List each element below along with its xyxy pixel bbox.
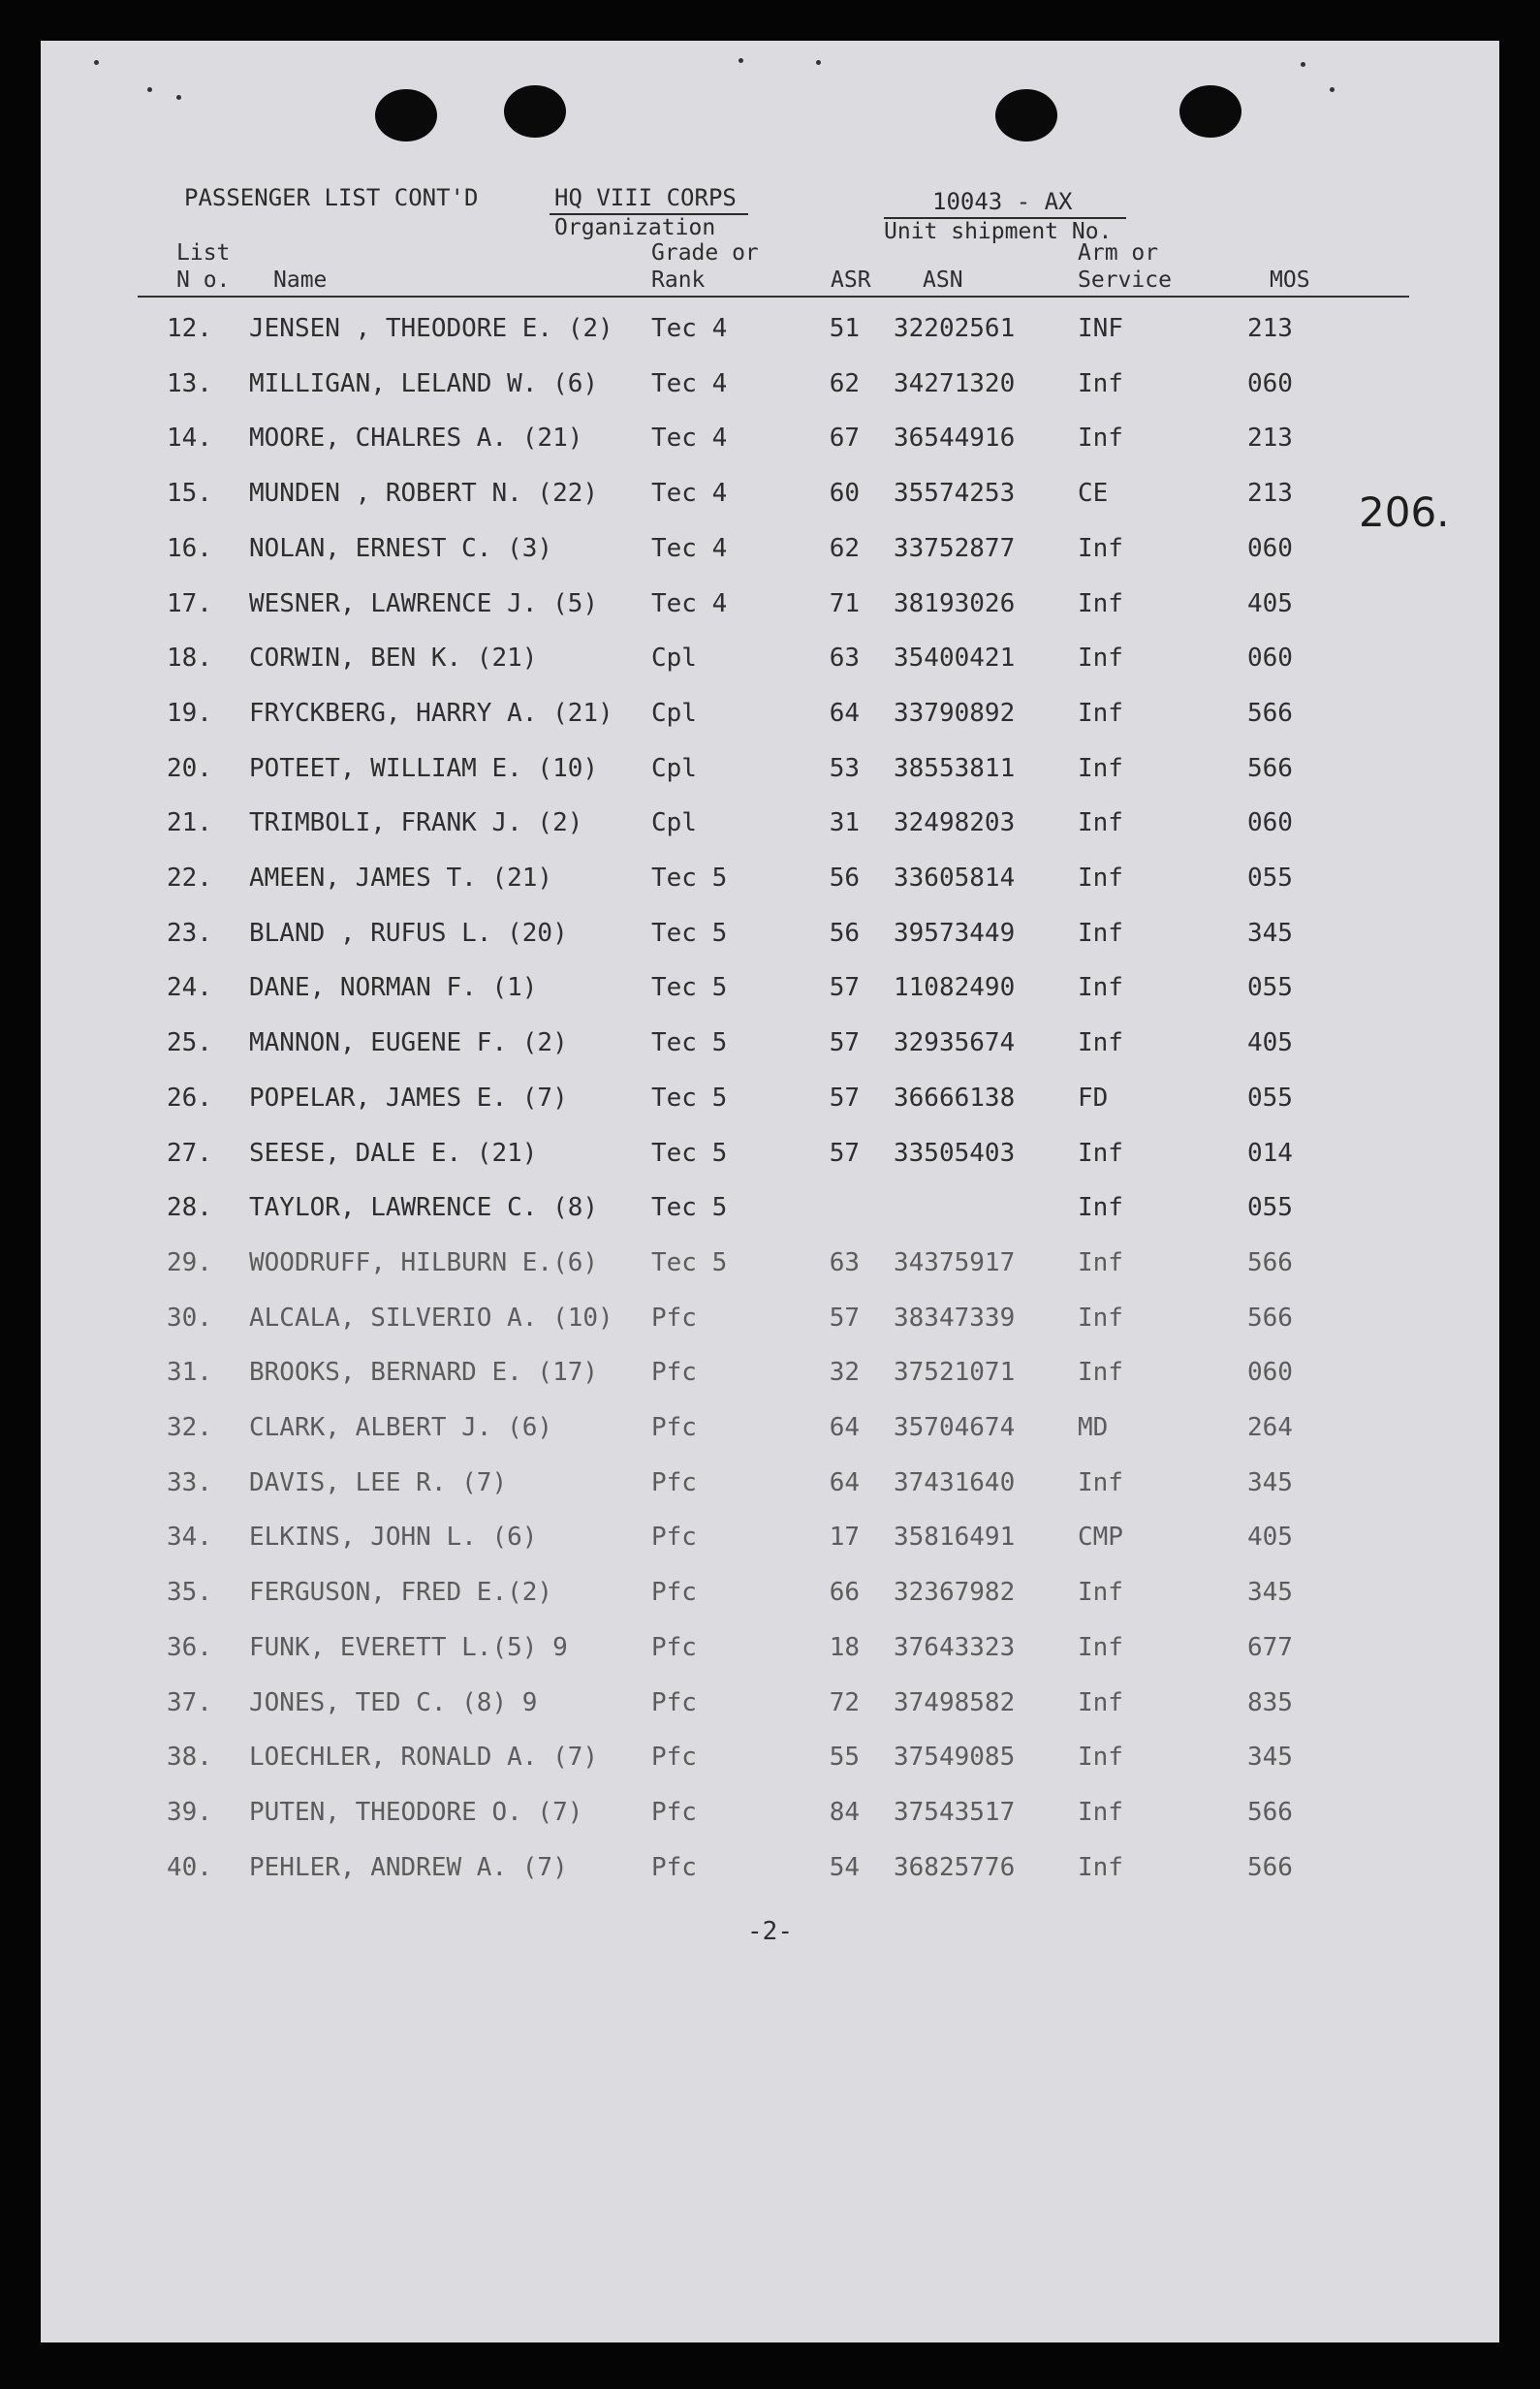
arm-service: Inf	[1078, 1853, 1123, 1882]
list-number: 28.	[167, 1193, 212, 1222]
asr-value: 60	[829, 479, 860, 508]
asn-value: 35574253	[894, 479, 1016, 508]
col-asn: ASN	[923, 267, 963, 293]
passenger-name: BROOKS, BERNARD E. (17)	[249, 1358, 599, 1387]
passenger-name: MANNON, EUGENE F. (2)	[249, 1028, 568, 1057]
mos-code: 835	[1247, 1688, 1293, 1717]
grade-rank: Cpl	[651, 808, 697, 837]
arm-service: Inf	[1078, 864, 1123, 893]
asr-value: 18	[829, 1633, 860, 1662]
list-number: 21.	[167, 808, 212, 837]
mos-code: 566	[1247, 1304, 1293, 1333]
list-number: 12.	[167, 314, 212, 343]
col-name: Name	[273, 267, 328, 293]
asn-value: 36544916	[894, 424, 1016, 453]
table-row	[41, 1193, 1499, 1228]
list-number: 30.	[167, 1304, 212, 1333]
passenger-name: FERGUSON, FRED E.(2)	[249, 1578, 553, 1607]
list-number: 32.	[167, 1413, 212, 1442]
passenger-name: JONES, TED C. (8) 9	[249, 1688, 538, 1717]
table-row	[41, 1633, 1499, 1668]
table-row	[41, 1139, 1499, 1174]
list-number: 20.	[167, 754, 212, 783]
grade-rank: Cpl	[651, 754, 697, 783]
passenger-name: ELKINS, JOHN L. (6)	[249, 1523, 538, 1552]
list-number: 24.	[167, 973, 212, 1002]
mos-code: 566	[1247, 699, 1293, 728]
grade-rank: Cpl	[651, 644, 697, 673]
grade-rank: Tec 5	[651, 1084, 728, 1113]
table-row	[41, 1688, 1499, 1723]
list-number: 16.	[167, 534, 212, 563]
mos-code: 345	[1247, 919, 1293, 948]
table-row	[41, 479, 1499, 514]
grade-rank: Pfc	[651, 1413, 697, 1442]
arm-service: Inf	[1078, 973, 1123, 1002]
speck	[1301, 62, 1305, 67]
mos-code: 345	[1247, 1468, 1293, 1497]
grade-rank: Pfc	[651, 1358, 697, 1387]
list-number: 40.	[167, 1853, 212, 1882]
mos-code: 213	[1247, 424, 1293, 453]
document-title: PASSENGER LIST CONT'D	[184, 184, 479, 211]
asr-value: 62	[829, 534, 860, 563]
passenger-name: PEHLER, ANDREW A. (7)	[249, 1853, 568, 1882]
arm-service: Inf	[1078, 919, 1123, 948]
grade-rank: Tec 5	[651, 1248, 728, 1277]
mos-code: 055	[1247, 1193, 1293, 1222]
arm-service: Inf	[1078, 1798, 1123, 1827]
asr-value: 64	[829, 1413, 860, 1442]
speck	[739, 58, 743, 63]
passenger-name: POTEET, WILLIAM E. (10)	[249, 754, 599, 783]
arm-service: Inf	[1078, 1468, 1123, 1497]
col-arm-line2: Service	[1078, 267, 1172, 293]
asn-value: 36825776	[894, 1853, 1016, 1882]
asr-value: 56	[829, 864, 860, 893]
mos-code: 566	[1247, 1798, 1293, 1827]
table-row	[41, 754, 1499, 789]
list-number: 17.	[167, 589, 212, 618]
grade-rank: Tec 4	[651, 314, 728, 343]
passenger-name: BLAND , RUFUS L. (20)	[249, 919, 568, 948]
asr-value: 66	[829, 1578, 860, 1607]
list-number: 38.	[167, 1743, 212, 1772]
grade-rank: Tec 4	[651, 424, 728, 453]
asr-value: 57	[829, 1028, 860, 1057]
asn-value: 37543517	[894, 1798, 1016, 1827]
table-row	[41, 919, 1499, 954]
list-number: 35.	[167, 1578, 212, 1607]
passenger-name: POPELAR, JAMES E. (7)	[249, 1084, 568, 1113]
asr-value: 56	[829, 919, 860, 948]
asr-value: 57	[829, 973, 860, 1002]
shipment-number: 10043 - AX	[932, 188, 1073, 215]
grade-rank: Pfc	[651, 1743, 697, 1772]
table-row	[41, 424, 1499, 458]
asn-value: 37643323	[894, 1633, 1016, 1662]
table-row	[41, 1853, 1499, 1888]
grade-rank: Tec 5	[651, 919, 728, 948]
passenger-name: FUNK, EVERETT L.(5) 9	[249, 1633, 568, 1662]
asn-value: 34271320	[894, 369, 1016, 398]
asn-value: 33790892	[894, 699, 1016, 728]
asn-value: 38347339	[894, 1304, 1016, 1333]
passenger-name: AMEEN, JAMES T. (21)	[249, 864, 553, 893]
shipment-label: Unit shipment No.	[884, 219, 1113, 244]
arm-service: CMP	[1078, 1523, 1123, 1552]
asn-value: 35704674	[894, 1413, 1016, 1442]
asn-value: 39573449	[894, 919, 1016, 948]
grade-rank: Tec 4	[651, 369, 728, 398]
arm-service: Inf	[1078, 1139, 1123, 1168]
asn-value: 37549085	[894, 1743, 1016, 1772]
arm-service: Inf	[1078, 1028, 1123, 1057]
asr-value: 64	[829, 699, 860, 728]
list-number: 13.	[167, 369, 212, 398]
passenger-name: CORWIN, BEN K. (21)	[249, 644, 538, 673]
table-row	[41, 534, 1499, 569]
table-row	[41, 1743, 1499, 1777]
speck	[94, 60, 99, 65]
arm-service: Inf	[1078, 699, 1123, 728]
col-list-no-line1: List	[176, 240, 231, 266]
asn-value: 35816491	[894, 1523, 1016, 1552]
list-number: 34.	[167, 1523, 212, 1552]
table-row	[41, 1468, 1499, 1503]
passenger-name: DANE, NORMAN F. (1)	[249, 973, 538, 1002]
list-number: 37.	[167, 1688, 212, 1717]
asn-value: 33752877	[894, 534, 1016, 563]
mos-code: 014	[1247, 1139, 1293, 1168]
passenger-name: JENSEN , THEODORE E. (2)	[249, 314, 613, 343]
mos-code: 405	[1247, 1523, 1293, 1552]
arm-service: CE	[1078, 479, 1109, 508]
passenger-name: LOECHLER, RONALD A. (7)	[249, 1743, 599, 1772]
speck	[816, 60, 821, 65]
arm-service: Inf	[1078, 424, 1123, 453]
table-row	[41, 808, 1499, 843]
asn-value: 32935674	[894, 1028, 1016, 1057]
asr-value: 72	[829, 1688, 860, 1717]
passenger-name: MOORE, CHALRES A. (21)	[249, 424, 583, 453]
arm-service: Inf	[1078, 644, 1123, 673]
arm-service: Inf	[1078, 1688, 1123, 1717]
table-row	[41, 1358, 1499, 1393]
asn-value: 34375917	[894, 1248, 1016, 1277]
list-number: 22.	[167, 864, 212, 893]
table-row	[41, 369, 1499, 404]
arm-service: Inf	[1078, 369, 1123, 398]
mos-code: 345	[1247, 1578, 1293, 1607]
passenger-name: MUNDEN , ROBERT N. (22)	[249, 479, 599, 508]
table-row	[41, 1523, 1499, 1557]
grade-rank: Pfc	[651, 1523, 697, 1552]
asr-value: 67	[829, 424, 860, 453]
list-number: 15.	[167, 479, 212, 508]
passenger-name: MILLIGAN, LELAND W. (6)	[249, 369, 599, 398]
list-number: 33.	[167, 1468, 212, 1497]
passenger-name: ALCALA, SILVERIO A. (10)	[249, 1304, 613, 1333]
list-number: 14.	[167, 424, 212, 453]
asr-value: 54	[829, 1853, 860, 1882]
arm-service: Inf	[1078, 1248, 1123, 1277]
passenger-name: TAYLOR, LAWRENCE C. (8)	[249, 1193, 599, 1222]
arm-service: INF	[1078, 314, 1123, 343]
punch-hole-2	[504, 85, 566, 138]
mos-code: 213	[1247, 314, 1293, 343]
table-row	[41, 1028, 1499, 1063]
table-row	[41, 1578, 1499, 1613]
grade-rank: Tec 5	[651, 973, 728, 1002]
list-number: 26.	[167, 1084, 212, 1113]
asn-value: 32498203	[894, 808, 1016, 837]
asr-value: 63	[829, 1248, 860, 1277]
mos-code: 060	[1247, 369, 1293, 398]
margin-note: 206.	[1359, 488, 1450, 536]
page-number: -2-	[747, 1917, 793, 1946]
asn-value: 33505403	[894, 1139, 1016, 1168]
passenger-name: WESNER, LAWRENCE J. (5)	[249, 589, 599, 618]
grade-rank: Tec 4	[651, 479, 728, 508]
mos-code: 405	[1247, 1028, 1293, 1057]
asr-value: 57	[829, 1139, 860, 1168]
arm-service: Inf	[1078, 534, 1123, 563]
asr-value: 55	[829, 1743, 860, 1772]
arm-service: Inf	[1078, 1358, 1123, 1387]
mos-code: 060	[1247, 808, 1293, 837]
asn-value: 32367982	[894, 1578, 1016, 1607]
mos-code: 405	[1247, 589, 1293, 618]
list-number: 31.	[167, 1358, 212, 1387]
asr-value: 17	[829, 1523, 860, 1552]
passenger-name: SEESE, DALE E. (21)	[249, 1139, 538, 1168]
asn-value: 36666138	[894, 1084, 1016, 1113]
speck	[147, 87, 152, 92]
speck	[1330, 87, 1335, 92]
mos-code: 566	[1247, 1853, 1293, 1882]
mos-code: 055	[1247, 1084, 1293, 1113]
passenger-name: NOLAN, ERNEST C. (3)	[249, 534, 553, 563]
table-row	[41, 1304, 1499, 1338]
organization-name: HQ VIII CORPS	[554, 184, 737, 211]
table-row	[41, 973, 1499, 1008]
arm-service: MD	[1078, 1413, 1109, 1442]
mos-code: 055	[1247, 973, 1293, 1002]
asr-value: 51	[829, 314, 860, 343]
grade-rank: Pfc	[651, 1304, 697, 1333]
grade-rank: Tec 5	[651, 1028, 728, 1057]
col-list-no-line2: N o.	[176, 267, 231, 293]
list-number: 39.	[167, 1798, 212, 1827]
grade-rank: Tec 4	[651, 589, 728, 618]
asr-value: 32	[829, 1358, 860, 1387]
table-row	[41, 644, 1499, 678]
arm-service: Inf	[1078, 808, 1123, 837]
arm-service: Inf	[1078, 1193, 1123, 1222]
organization-label: Organization	[554, 215, 716, 240]
mos-code: 060	[1247, 644, 1293, 673]
list-number: 27.	[167, 1139, 212, 1168]
table-row	[41, 314, 1499, 349]
table-row	[41, 1413, 1499, 1448]
list-number: 23.	[167, 919, 212, 948]
grade-rank: Pfc	[651, 1633, 697, 1662]
asn-value: 11082490	[894, 973, 1016, 1002]
asr-value: 71	[829, 589, 860, 618]
asr-value: 57	[829, 1084, 860, 1113]
table-row	[41, 1084, 1499, 1118]
grade-rank: Pfc	[651, 1688, 697, 1717]
asn-value: 37521071	[894, 1358, 1016, 1387]
col-mos: MOS	[1270, 267, 1310, 293]
asr-value: 57	[829, 1304, 860, 1333]
arm-service: Inf	[1078, 1578, 1123, 1607]
arm-service: Inf	[1078, 754, 1123, 783]
document-page	[41, 41, 1499, 2342]
asn-value: 38193026	[894, 589, 1016, 618]
list-number: 25.	[167, 1028, 212, 1057]
asr-value: 64	[829, 1468, 860, 1497]
mos-code: 566	[1247, 1248, 1293, 1277]
punch-hole-3	[995, 89, 1057, 141]
asr-value: 53	[829, 754, 860, 783]
mos-code: 264	[1247, 1413, 1293, 1442]
punch-hole-4	[1179, 85, 1241, 138]
passenger-name: WOODRUFF, HILBURN E.(6)	[249, 1248, 599, 1277]
grade-rank: Pfc	[651, 1798, 697, 1827]
punch-hole-1	[375, 89, 437, 141]
grade-rank: Tec 5	[651, 1139, 728, 1168]
list-number: 19.	[167, 699, 212, 728]
asn-value: 37498582	[894, 1688, 1016, 1717]
grade-rank: Pfc	[651, 1578, 697, 1607]
col-arm-line1: Arm or	[1078, 240, 1159, 266]
grade-rank: Cpl	[651, 699, 697, 728]
table-row	[41, 699, 1499, 734]
table-row	[41, 1248, 1499, 1283]
col-asr: ASR	[831, 267, 871, 293]
list-number: 29.	[167, 1248, 212, 1277]
asn-value: 37431640	[894, 1468, 1016, 1497]
arm-service: FD	[1078, 1084, 1109, 1113]
table-row	[41, 589, 1499, 624]
mos-code: 566	[1247, 754, 1293, 783]
asr-value: 63	[829, 644, 860, 673]
passenger-name: FRYCKBERG, HARRY A. (21)	[249, 699, 613, 728]
mos-code: 345	[1247, 1743, 1293, 1772]
mos-code: 677	[1247, 1633, 1293, 1662]
passenger-name: PUTEN, THEODORE O. (7)	[249, 1798, 583, 1827]
passenger-name: CLARK, ALBERT J. (6)	[249, 1413, 553, 1442]
col-grade-line1: Grade or	[651, 240, 759, 266]
mos-code: 060	[1247, 534, 1293, 563]
asn-value: 33605814	[894, 864, 1016, 893]
grade-rank: Tec 5	[651, 1193, 728, 1222]
grade-rank: Tec 5	[651, 864, 728, 893]
col-grade-line2: Rank	[651, 267, 706, 293]
asr-value: 62	[829, 369, 860, 398]
asn-value: 32202561	[894, 314, 1016, 343]
table-row	[41, 1798, 1499, 1833]
asn-value: 35400421	[894, 644, 1016, 673]
list-number: 36.	[167, 1633, 212, 1662]
list-number: 18.	[167, 644, 212, 673]
asn-value: 38553811	[894, 754, 1016, 783]
passenger-name: DAVIS, LEE R. (7)	[249, 1468, 508, 1497]
speck	[176, 95, 181, 100]
grade-rank: Pfc	[651, 1853, 697, 1882]
grade-rank: Tec 4	[651, 534, 728, 563]
arm-service: Inf	[1078, 1633, 1123, 1662]
header-rule	[138, 296, 1409, 298]
mos-code: 055	[1247, 864, 1293, 893]
passenger-name: TRIMBOLI, FRANK J. (2)	[249, 808, 583, 837]
table-row	[41, 864, 1499, 898]
mos-code: 060	[1247, 1358, 1293, 1387]
arm-service: Inf	[1078, 1743, 1123, 1772]
asr-value: 84	[829, 1798, 860, 1827]
grade-rank: Pfc	[651, 1468, 697, 1497]
asr-value: 31	[829, 808, 860, 837]
mos-code: 213	[1247, 479, 1293, 508]
arm-service: Inf	[1078, 1304, 1123, 1333]
arm-service: Inf	[1078, 589, 1123, 618]
